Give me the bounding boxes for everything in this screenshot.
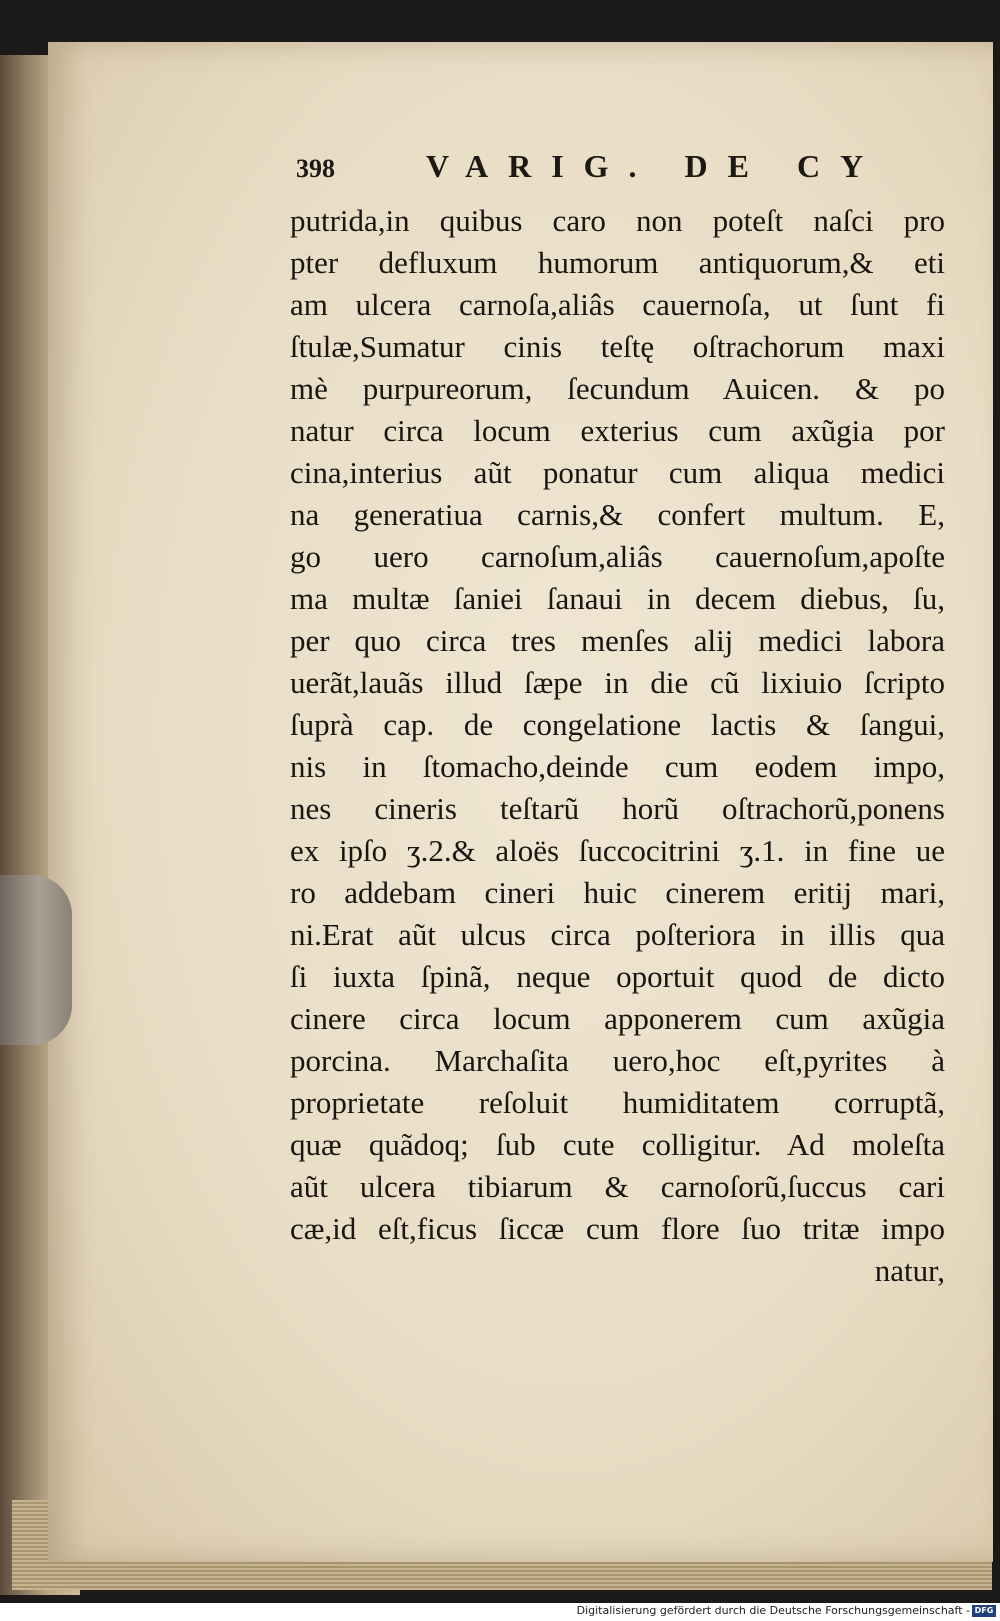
page-clip: [0, 875, 72, 1045]
text-line: quæ quãdoq; ſub cute colligitur. Ad moleſta: [290, 1127, 945, 1162]
text-line: am ulcera carnoſa,aliâs cauernoſa, ut ſunt fi: [290, 287, 945, 322]
text-line: nis in ſtomacho,deinde cum eodem impo,: [290, 749, 945, 784]
text-line: natur circa locum exterius cum axũgia por: [290, 413, 945, 448]
text-line: per quo circa tres menſes alĳ medici labora: [290, 623, 945, 658]
text-line: cinere circa locum apponerem cum axũgia: [290, 1001, 945, 1036]
text-line: ro addebam cineri huic cinerem eritĳ mari,: [290, 875, 945, 910]
text-line: ma multæ ſaniei ſanaui in decem diebus, ſu,: [290, 581, 945, 616]
page-header: [296, 148, 896, 188]
text-line: cæ,id eſt,ficus ſiccæ cum flore ſuo tritæ impo: [290, 1211, 945, 1246]
text-line: mè purpureorum, ſecundum Auicen. & po: [290, 371, 945, 406]
text-line: ex ipſo ʒ.2.& aloës ſuccocitrini ʒ.1. in fine ue: [290, 833, 945, 868]
text-line: ni.Erat aũt ulcus circa poſteriora in illis qua: [290, 917, 945, 952]
text-line: nes cineris teſtarũ horũ oſtrachorũ,ponens: [290, 791, 945, 826]
text-line: uerãt,lauãs illud ſæpe in die cũ lixiuio ſcripto: [290, 665, 945, 700]
text-line: putrida,in quibus caro non poteſt naſci pro: [290, 203, 945, 238]
text-line: cina,interius aũt ponatur cum aliqua medici: [290, 455, 945, 490]
text-line: ſi iuxta ſpinã, neque oportuit quod de dicto: [290, 959, 945, 994]
text-line: na generatiua carnis,& confert multum. E,: [290, 497, 945, 532]
text-line: proprietate reſoluit humiditatem corruptã,: [290, 1085, 945, 1120]
digitization-credit: Digitalisierung gefördert durch die Deutsche Forschungsgemeinschaft -: [576, 1604, 970, 1617]
body-text: [290, 200, 970, 1292]
text-line: ſtulæ,Sumatur cinis teſtę oſtrachorum maxi: [290, 329, 945, 364]
running-head: VARIG. DE CY: [426, 148, 884, 184]
text-line: aũt ulcera tibiarum & carnoſorũ,ſuccus cari: [290, 1169, 945, 1204]
page-number: 398: [296, 154, 335, 183]
dfg-logo-icon: DFG: [972, 1605, 996, 1617]
text-line: porcina. Marchaſita uero,hoc eſt,pyrites à: [290, 1043, 945, 1078]
text-line: ſuprà cap. de congelatione lactis & ſangui,: [290, 707, 945, 742]
catchword: natur,: [874, 1253, 945, 1288]
text-line: pter defluxum humorum antiquorum,& eti: [290, 245, 945, 280]
text-line: go uero carnoſum,aliâs cauernoſum,apoſte: [290, 539, 945, 574]
